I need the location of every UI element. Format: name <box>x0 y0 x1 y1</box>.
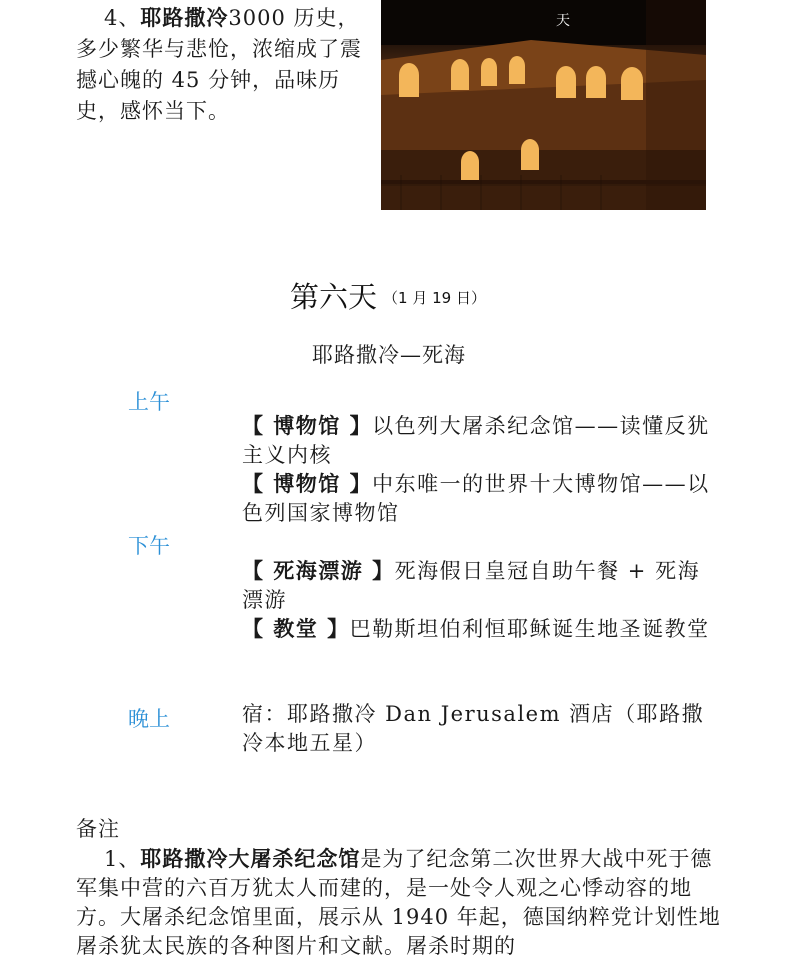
notes-heading: 备注 <box>76 817 120 841</box>
item-text: 以色列大屠杀纪念馆——读懂反犹主义内核 <box>242 414 710 467</box>
schedule-item <box>242 556 722 615</box>
schedule-item <box>242 469 722 528</box>
evening-accommodation: 宿：耶路撒冷 Dan Jerusalem 酒店（耶路撒冷本地五星） <box>242 702 705 755</box>
item-text: 死海假日皇冠自助午餐 + 死海漂游 <box>242 559 701 612</box>
item-text: 中东唯一的世界十大博物馆——以色列国家博物馆 <box>242 472 710 525</box>
notes-section <box>76 815 726 961</box>
item-tag: 【 死海漂游 】 <box>242 558 395 583</box>
intro-number: 4、 <box>104 6 141 30</box>
intro-text: 3000 历史，多少繁华与悲怆，浓缩成了震撼心魄的 45 分钟，品味历史，感怀当下。 <box>76 6 362 123</box>
day-route: 耶路撒冷—死海 <box>312 343 466 367</box>
day-title <box>290 275 486 316</box>
notes-highlight: 耶路撒冷大屠杀纪念馆 <box>140 846 361 871</box>
schedule-item <box>242 411 722 470</box>
day-title-text: 第六天 <box>290 280 378 314</box>
photo-logo: 天 <box>556 13 570 29</box>
item-tag: 【 博物馆 】 <box>242 413 373 438</box>
citadel-night-illustration <box>381 0 706 210</box>
item-tag: 【 博物馆 】 <box>242 471 373 496</box>
intro-paragraph <box>76 2 376 127</box>
period-evening: 晚上 <box>128 707 170 731</box>
day-date: （1 月 19 日） <box>383 289 486 307</box>
jerusalem-citadel-photo <box>381 0 706 210</box>
notes-paragraph <box>76 844 726 961</box>
period-afternoon: 下午 <box>128 534 170 558</box>
notes-number: 1、 <box>104 847 141 871</box>
period-morning: 上午 <box>128 390 170 414</box>
item-text: 巴勒斯坦伯利恒耶稣诞生地圣诞教堂 <box>349 617 710 641</box>
item-tag: 【 教堂 】 <box>242 616 350 641</box>
intro-highlight: 耶路撒冷 <box>140 5 229 30</box>
schedule-item <box>242 614 722 644</box>
notes-text: 是为了纪念第二次世界大战中死于德军集中营的六百万犹太人而建的，是一处令人观之心悸动容的地方。大屠杀纪念馆里面，展示从 1940 年起，德国纳粹党计划性地屠杀犹太民族的各种图片和文献。屠杀时期的 <box>76 847 721 958</box>
